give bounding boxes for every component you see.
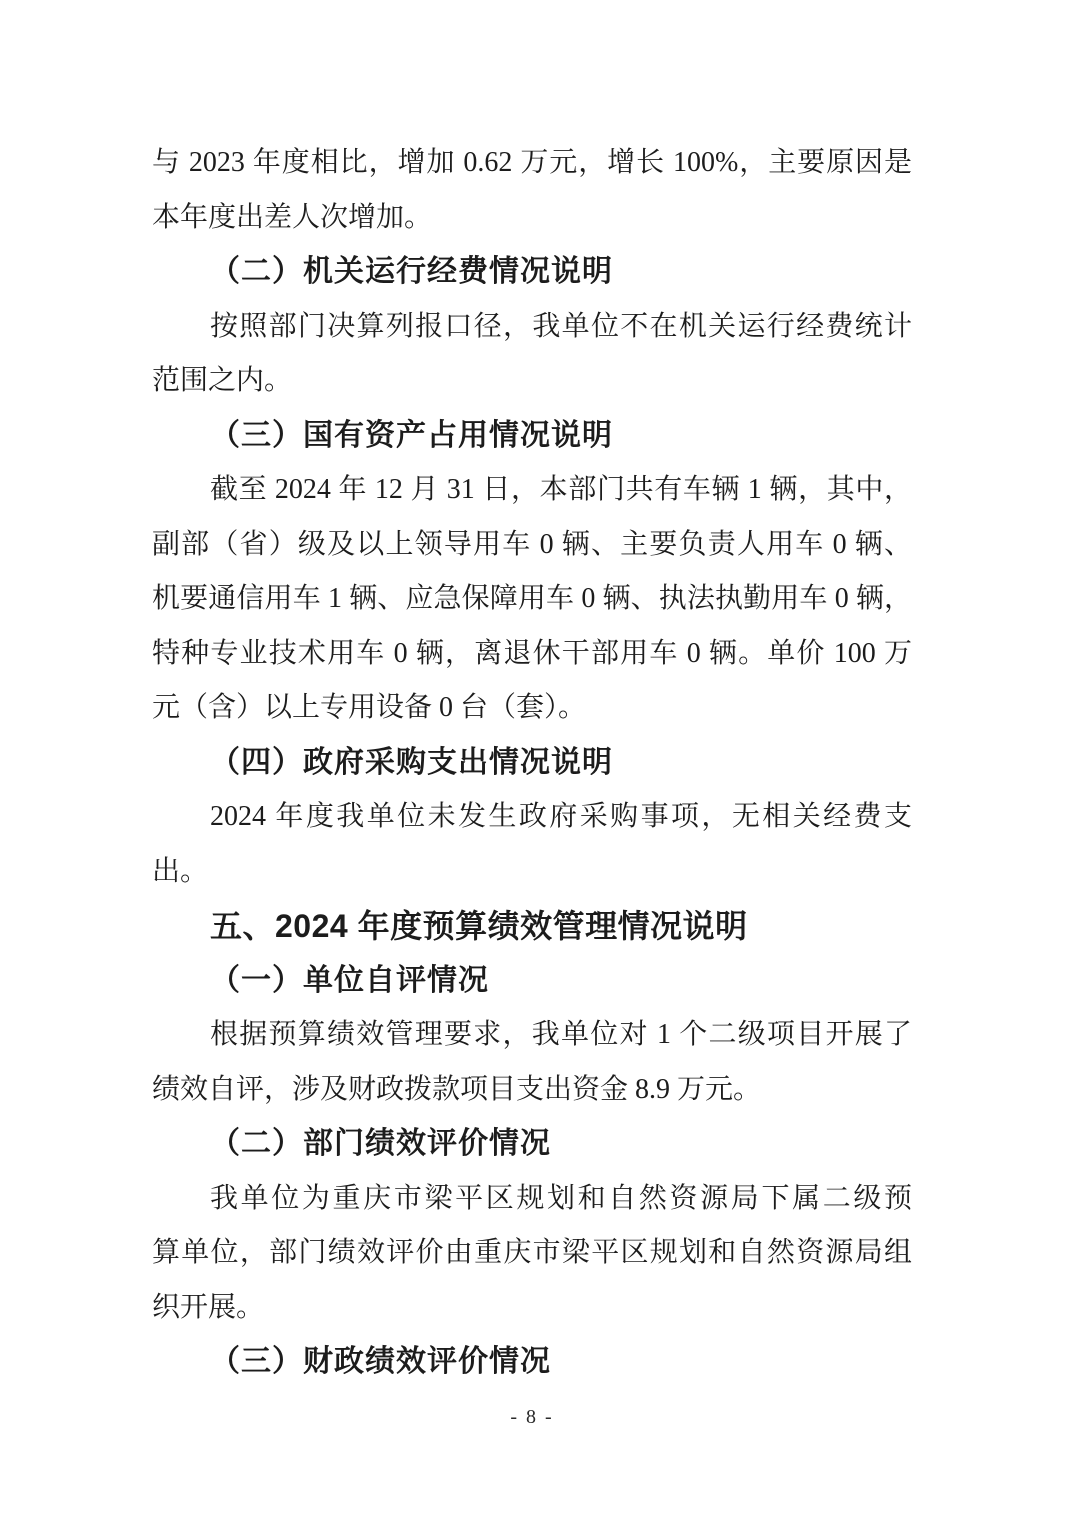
page-number: - 8 - — [510, 1405, 554, 1428]
subsection-heading: （一）单位自评情况 — [210, 963, 489, 997]
body-line: 副部（省）级及以上领导用车 0 辆、主要负责人用车 0 辆、 — [152, 528, 912, 560]
body-line: 算单位，部门绩效评价由重庆市梁平区规划和自然资源局组 — [152, 1237, 912, 1268]
subsection-heading: （四）政府采购支出情况说明 — [210, 745, 613, 779]
body-line: 按照部门决算列报口径，我单位不在机关运行经费统计 — [210, 310, 912, 342]
subsection-heading: （二）部门绩效评价情况 — [210, 1127, 551, 1160]
section-heading: 五、2024 年度预算绩效管理情况说明 — [210, 908, 748, 944]
subsection-heading: （三）国有资产占用情况说明 — [210, 418, 613, 452]
body-line: 根据预算绩效管理要求，我单位对 1 个二级项目开展了 — [210, 1019, 912, 1050]
body-line: 特种专业技术用车 0 辆，离退休干部用车 0 辆。单价 100 万 — [152, 637, 912, 669]
body-line: 与 2023 年度相比，增加 0.62 万元，增长 100%，主要原因是 — [152, 147, 912, 178]
body-line: 本年度出差人次增加。 — [152, 201, 433, 233]
body-line: 截至 2024 年 12 月 31 日，本部门共有车辆 1 辆，其中， — [210, 474, 912, 505]
body-line: 机要通信用车 1 辆、应急保障用车 0 辆、执法执勤用车 0 辆， — [152, 583, 912, 614]
body-line: 元（含）以上专用设备 0 台（套）。 — [152, 692, 587, 723]
subsection-heading: （三）财政绩效评价情况 — [210, 1345, 551, 1378]
subsection-heading: （二）机关运行经费情况说明 — [210, 255, 613, 288]
body-line: 出。 — [152, 855, 209, 887]
body-line: 绩效自评，涉及财政拨款项目支出资金 8.9 万元。 — [152, 1073, 762, 1105]
body-line: 我单位为重庆市梁平区规划和自然资源局下属二级预 — [210, 1182, 912, 1214]
body-line: 2024 年度我单位未发生政府采购事项，无相关经费支 — [210, 801, 912, 832]
body-line: 范围之内。 — [152, 365, 293, 396]
body-line: 织开展。 — [152, 1291, 265, 1323]
